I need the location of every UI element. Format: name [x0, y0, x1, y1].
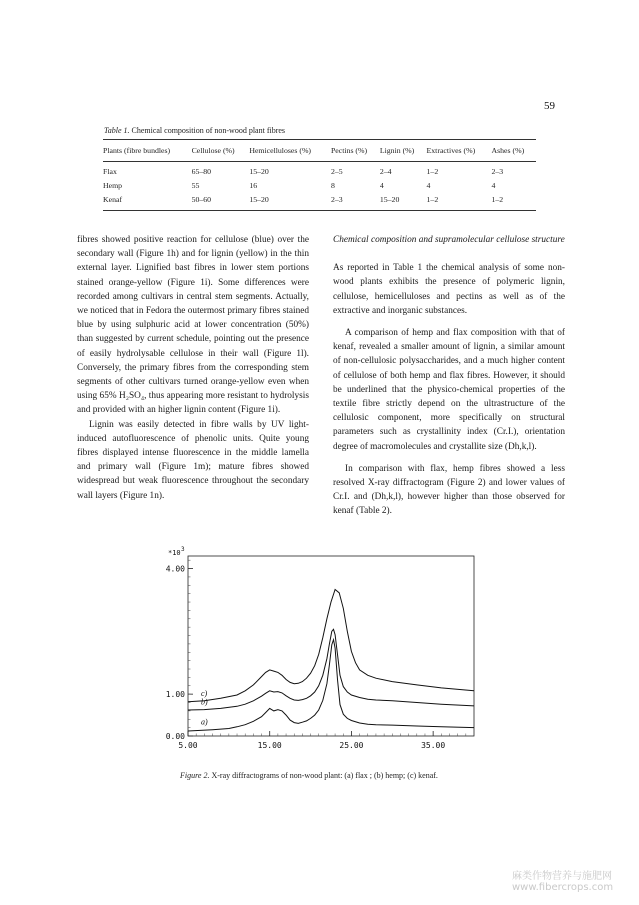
table-header-cell: Ashes (%) — [491, 146, 525, 155]
table-cell: 50–60 — [191, 195, 212, 204]
table-cell: Flax — [103, 167, 117, 176]
series-line-3 — [188, 590, 474, 702]
body-paragraph: Lignin was easily detected in fibre walls by UV light-induced autofluorescence of phenolic units. Quite young fibres displayed intense fluorescence in the middle lamella and primary wall (Figure 1m); mature fibres showed widespread but weak fluorescence throughout the secondary wall layers (Figure 1n). — [77, 419, 309, 501]
table-header-cell: Hemicelluloses (%) — [249, 146, 312, 155]
table-cell: 15–20 — [249, 195, 269, 204]
table-caption-text: Chemical composition of non-wood plant fibres — [131, 126, 286, 135]
table-cell: 2–3 — [491, 167, 504, 176]
x-tick-label: 15.00 — [257, 741, 282, 750]
left-column — [77, 233, 309, 503]
table-caption-label: Table 1. — [104, 126, 130, 135]
table-cell: 55 — [191, 181, 200, 190]
table-cell: 16 — [249, 181, 258, 190]
y-tick-label: 4.00 — [165, 564, 185, 574]
table-cell: 4 — [491, 181, 496, 190]
table-header-row — [103, 140, 536, 162]
table-cell: 1–2 — [426, 167, 439, 176]
section-heading: Chemical composition and supramolecular cellulose structure — [333, 235, 565, 245]
x-tick-label: 35.00 — [421, 741, 446, 750]
figure-caption-text: X-ray diffractograms of non-wood plant: (a) flax ; (b) hemp; (c) kenaf. — [211, 771, 438, 780]
series-line-1 — [188, 640, 474, 731]
table-cell: 4 — [426, 181, 431, 190]
table-header-cell: Pectins (%) — [330, 146, 368, 155]
table-row — [103, 179, 536, 193]
y-multiplier-exponent: 3 — [181, 546, 185, 553]
watermark-line: 麻类作物营养与施肥网 — [512, 871, 612, 882]
table-header-cell: Lignin (%) — [379, 146, 415, 155]
table-header-cell: Extractives (%) — [426, 146, 476, 155]
watermark — [512, 871, 613, 893]
series-label: a) — [201, 717, 208, 727]
table-caption — [104, 126, 285, 135]
y-multiplier-label: *10 — [168, 549, 181, 557]
table-cell: 8 — [330, 181, 335, 190]
table-cell: 1–2 — [491, 195, 504, 204]
x-tick-label: 25.00 — [339, 741, 364, 750]
xrd-chart — [160, 540, 490, 765]
table-cell: 2–3 — [330, 195, 343, 204]
page-number: 59 — [544, 100, 555, 112]
composition-table — [103, 139, 536, 211]
body-paragraph: A comparison of hemp and flax composition with that of kenaf, revealed a smaller amount of lignin, a similar amount of non-cellulosic polysaccharides, and a much higher content of cellulose of both hemp and flax fibres. However, it should be underlined that the physico-chemical properties of the textile fibre strictly depend on the ultrastructure of the cellulosic component, more specifically on structural parameters such as crystallinity index (Cr.I.), orientation degree of macromolecules and crystallite size (Dh,k,l). — [333, 328, 565, 452]
table-cell: 4 — [379, 181, 384, 190]
figure-caption — [180, 771, 438, 780]
right-column — [333, 233, 565, 519]
table-row — [103, 193, 536, 211]
table-cell: Hemp — [103, 181, 123, 190]
table-cell: Kenaf — [103, 195, 123, 204]
figure-caption-label: Figure 2. — [180, 771, 210, 780]
body-paragraph: fibres showed positive reaction for cellulose (blue) over the secondary wall (Figure 1h) and for lignin (yellow) in the thin external layer. Lignified bast fibres in lower stem portions stained orange-yellow (Figure 1i). Some differences were recorded among cultivars in central stem segments. Actually, we noticed that in Fedora the outermost primary fibres stained blue by using sulphuric acid at lower concentration (50%) than suggested by current schedule, pointing out the presence of easily hydrolysable cellulose in their wall (Figure 1l). Conversely, the primary fibres from the corresponding stem segments of other cultivars turned orange-yellow even when using 65% H₂SO₄, thus appearing more resistant to hydrolysis and provided with an higher lignin content (Figure 1i). — [77, 235, 309, 416]
table-header-cell: Plants (fibre bundles) — [103, 146, 171, 155]
series-label: c) — [201, 688, 208, 698]
table-cell: 15–20 — [379, 195, 400, 204]
plot-frame — [188, 556, 474, 736]
table-cell: 15–20 — [249, 167, 269, 176]
table-cell: 2–5 — [330, 167, 343, 176]
table-cell: 65–80 — [191, 167, 212, 176]
table-cell: 1–2 — [426, 195, 439, 204]
table-cell: 2–4 — [379, 167, 392, 176]
y-tick-label: 0.00 — [165, 732, 185, 741]
table-row — [103, 162, 536, 179]
table-header-cell: Cellulose (%) — [191, 146, 235, 155]
x-tick-label: 5.00 — [178, 741, 198, 750]
body-paragraph: As reported in Table 1 the chemical analysis of some non-wood plants exhibits the presence of polymeric lignin, cellulose, hemicelluloses and pectins as well as of the extractive and inorganic substances. — [333, 263, 565, 316]
body-paragraph: In comparison with flax, hemp fibres showed a less resolved X-ray diffractogram (Figure 2) and lower values of Cr.I. and (Dh,k,l), however higher than those observed for kenaf (Table 2). — [333, 463, 565, 517]
series-label: b) — [201, 697, 208, 707]
series-line-2 — [188, 629, 474, 710]
y-tick-label: 1.00 — [165, 690, 185, 700]
watermark-line: www.fibercrops.com — [512, 882, 614, 893]
